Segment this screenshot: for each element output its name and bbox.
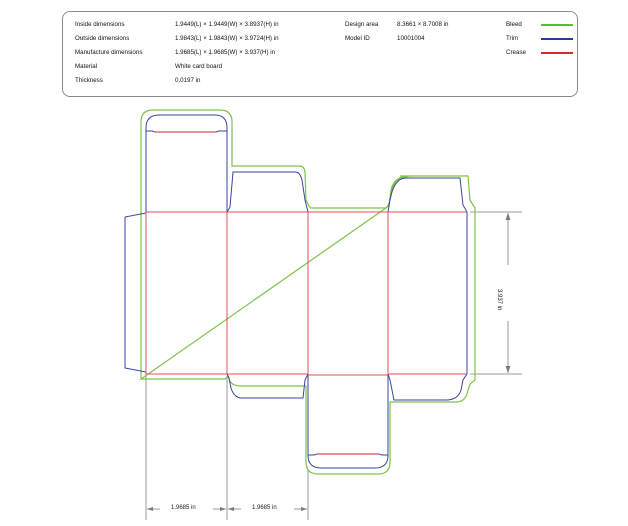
outside-dimensions-label: Outside dimensions [75,35,130,42]
manufacture-dimensions-label: Manufacture dimensions [75,49,143,56]
model-id-value: 10001004 [397,35,425,42]
manufacture-dimensions-value: 1.9685(L) × 1.9685(W) × 3.937(H) in [175,49,276,56]
thickness-value: 0.0197 in [175,77,201,84]
design-area-value: 8.3661 × 8.7008 in [397,21,449,28]
legend-bleed-label: Bleed [506,21,522,28]
inside-dimensions-value: 1.9449(L) × 1.9449(W) × 3.8937(H) in [175,21,279,28]
legend-crease-label: Crease [506,49,526,56]
design-area-label: Design area [345,21,379,28]
height-dimension-label: 3.937 in [496,289,502,311]
tuck-slits [146,131,388,455]
trim-outline [125,115,467,468]
dimension-arrows [147,213,511,511]
thickness-label: Thickness [75,77,103,84]
legend-trim-label: Trim [506,35,519,42]
outside-dimensions-value: 1.9843(L) × 1.9843(W) × 3.9724(H) in [175,35,279,42]
width-dimension-label-2: 1.9685 in [252,505,277,511]
model-id-label: Model ID [345,35,370,42]
inside-dimensions-label: Inside dimensions [75,21,125,28]
material-label: Material [75,63,98,70]
material-value: White card board [175,63,223,70]
width-dimension-label-1: 1.9685 in [171,505,196,511]
